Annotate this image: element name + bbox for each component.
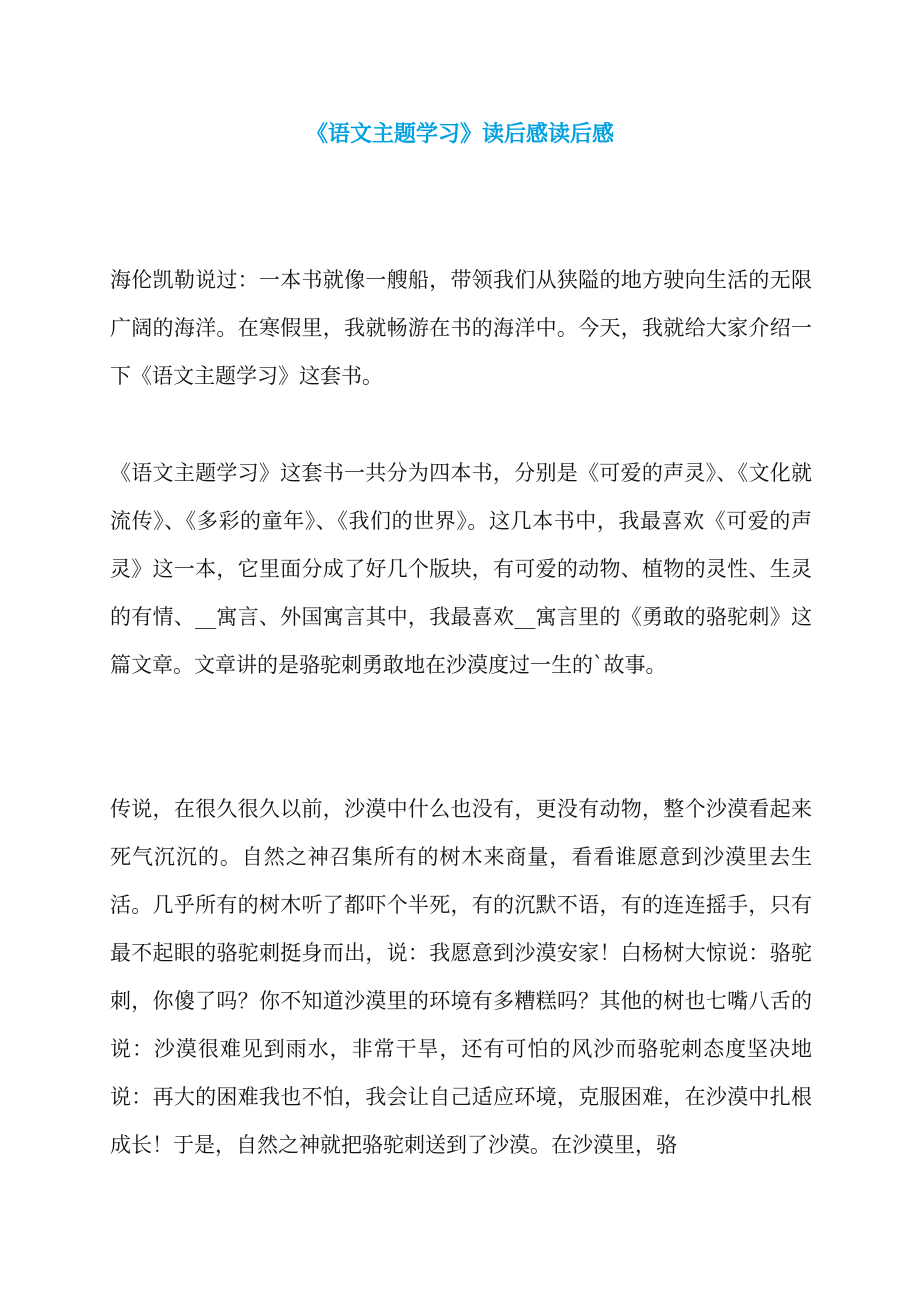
paragraph-book-overview: 《语文主题学习》这套书一共分为四本书，分别是《可爱的声灵》、《文化就流传》、《多彩的童年》、《我们的世界》。这几本书中，我最喜欢《可爱的声灵》这一本，它里面分成了好几个版块，有可爱的动物、植物的灵性、生灵的有情、__寓言、外国寓言其中，我最喜欢__寓言里的《勇敢的骆驼刺》这篇文章。文章讲的是骆驼刺勇敢地在沙漠度过一生的`故事。 xyxy=(110,461,812,677)
paragraph-story: 传说，在很久很久以前，沙漠中什么也没有，更没有动物，整个沙漠看起来死气沉沉的。自然之神召集所有的树木来商量，看看谁愿意到沙漠里去生活。几乎所有的树木听了都吓个半死，有的沉默不语，有的连连摇手，只有最不起眼的骆驼刺挺身而出，说：我愿意到沙漠安家！白杨树大惊说：骆驼刺，你傻了吗？你不知道沙漠里的环境有多糟糕吗？其他的树也七嘴八舌的说：沙漠很难见到雨水，非常干旱，还有可怕的风沙而骆驼刺态度坚决地说：再大的困难我也不怕，我会让自己适应环境，克服困难，在沙漠中扎根成长！于是，自然之神就把骆驼刺送到了沙漠。在沙漠里，骆 xyxy=(110,797,812,1157)
paragraph-intro: 海伦凯勒说过：一本书就像一艘船，带领我们从狭隘的地方驶向生活的无限广阔的海洋。在寒假里，我就畅游在书的海洋中。今天，我就给大家介绍一下《语文主题学习》这套书。 xyxy=(110,268,812,388)
page-title: 《语文主题学习》读后感读后感 xyxy=(305,122,614,147)
